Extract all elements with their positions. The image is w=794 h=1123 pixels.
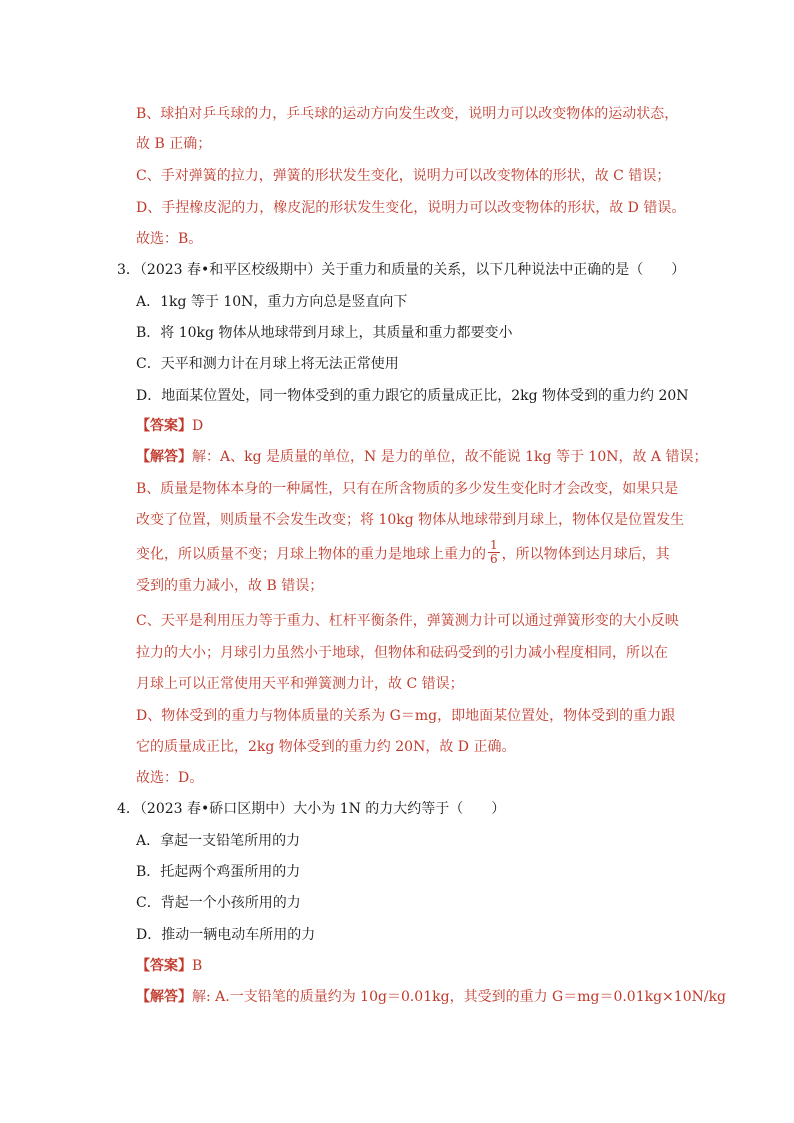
q4-option-b: B．托起两个鸡蛋所用的力 [136,864,301,880]
analysis-a-text: 解：A、kg 是质量的单位，N 是力的单位，故不能说 1kg 等于 10N，故 A 错误； [192,449,708,465]
q2-analysis-c-line: C、手对弹簧的拉力，弹簧的形状发生变化，说明力可以改变物体的形状，故 C 错误； [136,168,671,184]
q3-analysis-c2: 拉力的大小；月球引力虽然小于地球，但物体和砝码受到的引力减小程度相同，所以在 [136,645,668,661]
q4-option-c: C．背起一个小孩所用的力 [136,895,301,911]
q3-stem: 3．（2023 春•和平区校级期中）关于重力和质量的关系，以下几种说法中正确的是（ ） [117,262,686,278]
answer-tag: 【答案】 [136,958,192,974]
analysis-tag: 【解答】 [136,989,192,1005]
q2-analysis-b-line1: B、球拍对乒乓球的力，乒乓球的运动方向发生改变，说明力可以改变物体的运动状态， [136,106,679,122]
q3-analysis-b3 [136,538,670,568]
q3-analysis-b1: B、质量是物体本身的一种属性，只有在所含物质的多少发生变化时才会改变，如果只是 [136,481,679,497]
q3-option-a: A．1kg 等于 10N，重力方向总是竖直向下 [136,294,408,310]
analysis-tag: 【解答】 [136,449,192,465]
q4-stem: 4．（2023 春•硚口区期中）大小为 1N 的力大约等于（ ） [117,801,506,817]
q4-analysis-a [136,987,726,1007]
q4-option-a: A．拿起一支铅笔所用的力 [136,833,301,849]
q3-analysis-b4: 受到的重力减小，故 B 错误； [136,578,324,594]
q3-analysis-c3: 月球上可以正常使用天平和弹簧测力计，故 C 错误； [136,676,464,692]
answer-value: D [192,418,204,434]
q3-analysis-d1: D、物体受到的重力与物体质量的关系为 G＝mg，即地面某位置处，物体受到的重力跟 [136,708,676,724]
analysis-b3-pre: 变化，所以质量不变；月球上物体的重力是地球上重力的 [136,546,486,563]
q3-option-c: C．天平和测力计在月球上将无法正常使用 [136,356,399,372]
answer-tag: 【答案】 [136,418,192,434]
q3-analysis-b2: 改变了位置，则质量不会发生改变；将 10kg 物体从地球带到月球上，物体仅是位置发生 [136,512,685,528]
analysis-a-text: 解: A.一支铅笔的质量约为 10g＝0.01kg，其受到的重力 G＝mg＝0.01kg×10N/kg [192,989,727,1005]
fraction-one-sixth [488,539,500,566]
q4-option-d: D．推动一辆电动车所用的力 [136,927,316,943]
fraction-denominator: 6 [490,552,498,566]
q3-option-b: B．将 10kg 物体从地球带到月球上，其质量和重力都要变小 [136,325,513,341]
q3-answer [136,416,203,436]
fraction-numerator: 1 [490,538,498,552]
analysis-b3-post: ，所以物体到达月球后，其 [501,546,670,563]
q2-choice: 故选：B。 [136,231,203,247]
q4-answer [136,956,202,976]
answer-value: B [192,958,203,974]
q3-analysis-a [136,447,707,467]
q3-analysis-d2: 它的质量成正比，2kg 物体受到的重力约 20N，故 D 正确。 [136,739,516,755]
q3-choice: 故选：D。 [136,770,204,786]
q2-analysis-d-line: D、手捏橡皮泥的力，橡皮泥的形状发生变化，说明力可以改变物体的形状，故 D 错误。 [136,200,686,216]
q3-analysis-c1: C、天平是利用压力等于重力、杠杆平衡条件，弹簧测力计可以通过弹簧形变的大小反映 [136,613,679,629]
q3-option-d: D．地面某位置处，同一物体受到的重力跟它的质量成正比，2kg 物体受到的重力约 20N [136,388,689,404]
q2-analysis-b-line2: 故 B 正确； [136,136,212,152]
